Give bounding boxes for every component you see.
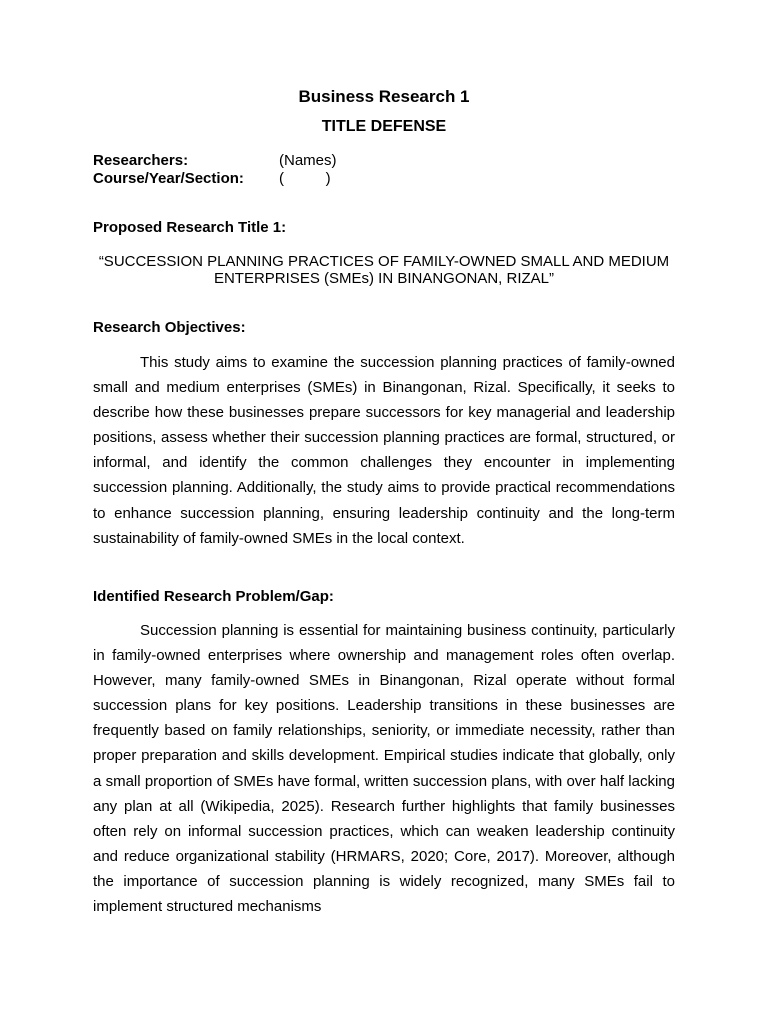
proposed-research-title: “SUCCESSION PLANNING PRACTICES OF FAMILY-OWNED SMALL AND MEDIUM ENTERPRISES (SMEs) IN BINANGONAN, RIZAL” (98, 253, 670, 287)
document-page (93, 0, 675, 1024)
proposed-title-heading: Proposed Research Title 1: (93, 219, 287, 236)
problem-paragraph: Succession planning is essential for maintaining business continuity, particularly in family-owned enterprises where ownership and management roles often overlap. However, many family-owned SMEs in Binangonan, Rizal operate without formal succession plans for key positions. Leadership transitions in these businesses are frequently based on family relationships, seniority, or immediate necessity, rather than proper preparation and skills development. Empirical studies indicate that globally, only a small proportion of SMEs have formal, written succession plans, with over half lacking any plan at all (Wikipedia, 2025). Research further highlights that family businesses often rely on informal succession practices, which can weaken leadership continuity and reduce organizational stability (HRMARS, 2020; Core, 2017). Moreover, although the importance of succession planning is widely recognized, many SMEs fail to implement structured mechanisms (93, 622, 675, 916)
researchers-label: Researchers: (93, 152, 189, 169)
researchers-row (93, 152, 675, 170)
problem-heading: Identified Research Problem/Gap: (93, 588, 334, 605)
researchers-block (93, 152, 675, 188)
document-title: Business Research 1 (298, 87, 470, 106)
document-subtitle: TITLE DEFENSE (321, 118, 447, 135)
course-row (93, 170, 675, 188)
researchers-value: (Names) (279, 152, 337, 169)
objectives-heading: Research Objectives: (93, 319, 246, 336)
objectives-paragraph: This study aims to examine the succession planning practices of family-owned small and medium enterprises (SMEs) in Binangonan, Rizal. Specifically, it seeks to describe how these businesses prepare successors for key managerial and leadership positions, assess whether their succession planning practices are formal, structured, or informal, and identify the common challenges they encounter in implementing succession planning. Additionally, the study aims to provide practical recommendations to enhance succession planning, ensuring leadership continuity and the long-term sustainability of family-owned SMEs in the local context. (93, 354, 675, 547)
course-value: ( ) (279, 170, 331, 187)
course-label: Course/Year/Section: (93, 170, 244, 187)
